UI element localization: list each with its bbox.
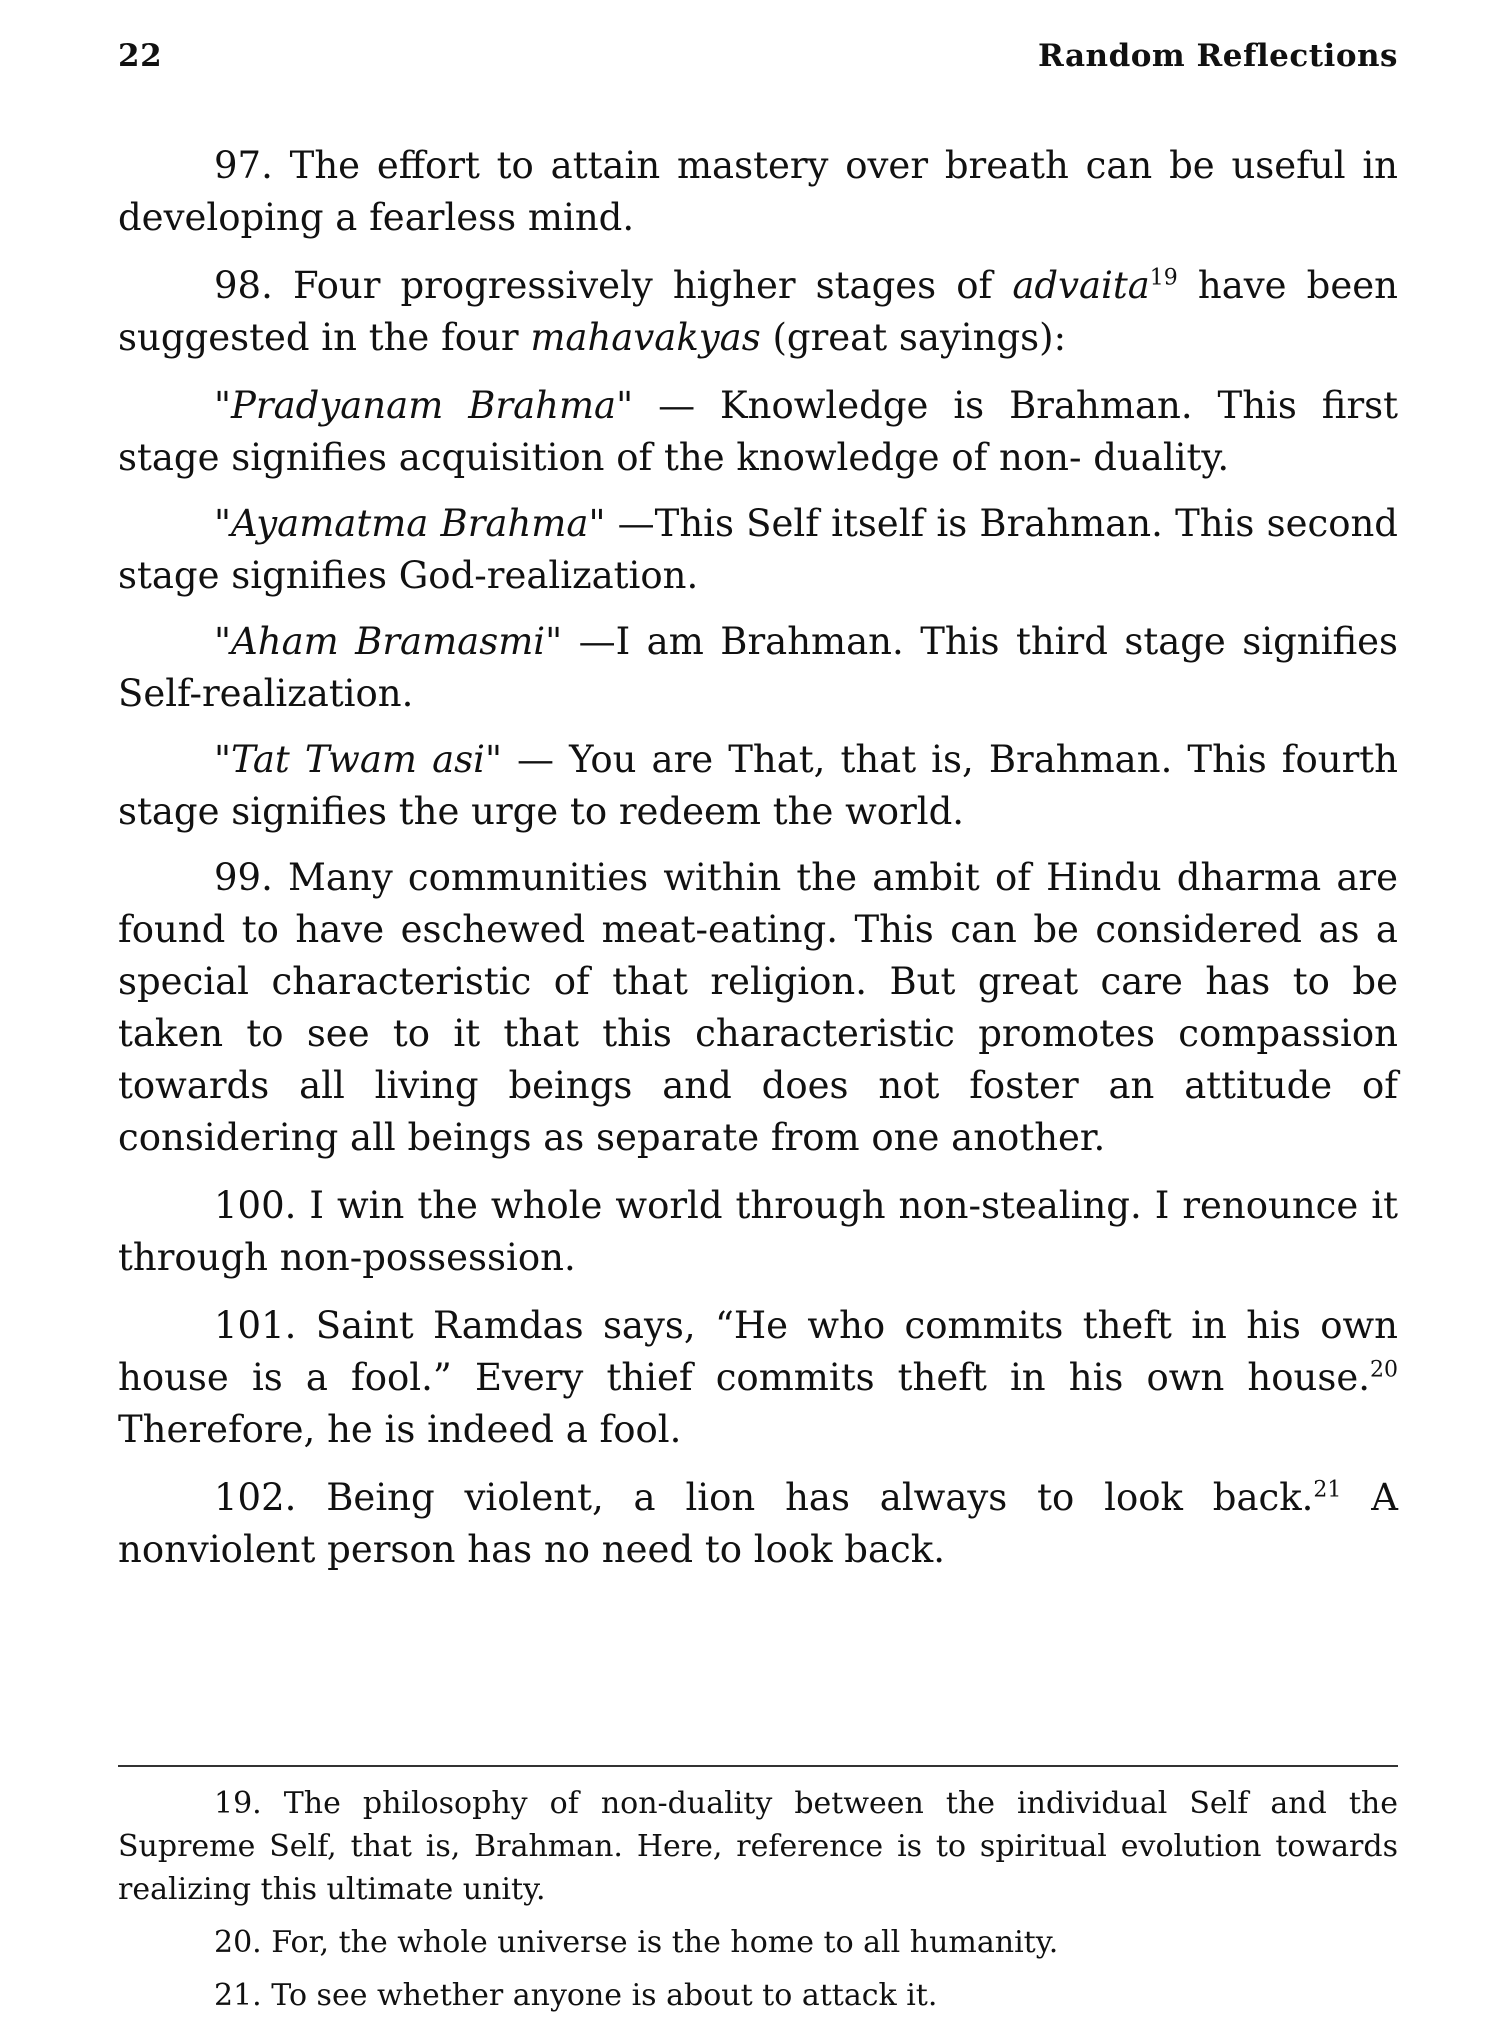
footnote-number: 20. [214,1925,262,1960]
footnote-ref-20: 20 [1370,1357,1398,1383]
mahavakya-text: —I am Brahman. This third stage signifies Self-realization. [118,620,1399,715]
reflection-text: A nonviolent person has no need to look back. [118,1476,1398,1571]
main-text [118,140,1398,1592]
reflection-text: Four progressively higher stages of [292,264,993,307]
reflection-number: 97. [214,144,273,187]
footnote-19 [118,1782,1398,1911]
running-header [118,30,1398,80]
footnote-divider [118,1765,1398,1767]
reflection-number: 100. [214,1184,297,1227]
reflection-number: 99. [214,856,273,899]
term-advaita: advaita [1012,264,1150,307]
reflection-text: Being violent, a lion has always to look back. [326,1476,1314,1519]
footnote-number: 21. [214,1978,262,2013]
footnote-ref-21: 21 [1313,1477,1342,1503]
reflection-text: Therefore, he is indeed a fool. [118,1408,682,1451]
sanskrit-quote: "Tat Twam asi" [214,738,502,781]
term-mahavakyas: mahavakyas [530,316,761,359]
footnote-text: The philosophy of non-duality between the individual Self and the Supreme Self, that is, Brahman. Here, reference is to spiritual evolution towards realizing this ultimate unity. [118,1786,1398,1907]
running-title: Random Reflections [1037,38,1398,74]
reflection-text: (great sayings): [772,316,1067,359]
sanskrit-quote: "Aham Bramasmi" [214,620,563,663]
mahavakya-text: —This Self itself is Brahman. This second stage signifies God-realization. [118,502,1398,597]
footnote-number: 19. [214,1786,262,1821]
reflection-text: Many communities within the ambit of Hindu dharma are found to have eschewed meat-eating. This can be considered as a special characteristic of that religion. But great care has to be taken to see to it that this characteristic promotes compassion towards all living beings and does not foster an attitude of considering all beings as separate from one another. [118,856,1398,1159]
reflection-text: have been suggested in the four [118,264,1398,359]
page-number: 22 [118,38,163,74]
reflection-number: 98. [214,264,273,307]
footnote-text: To see whether anyone is about to attack it. [271,1978,938,2013]
book-page [118,30,1399,2013]
mahavakya-2 [118,498,1398,602]
reflection-98 [118,260,1398,364]
footnote-21 [118,1974,1398,2017]
reflection-101 [118,1300,1398,1456]
footnotes [118,1782,1398,2027]
mahavakya-text: — You are That, that is, Brahman. This fourth stage signifies the urge to redeem the world. [118,738,1398,833]
sanskrit-quote: "Pradyanam Brahma" [214,384,634,427]
reflection-text: I win the whole world through non-stealing. I renounce it through non-possession. [118,1184,1398,1279]
footnote-text: For, the whole universe is the home to all humanity. [271,1925,1059,1960]
mahavakya-1 [118,380,1398,484]
reflection-number: 101. [214,1304,297,1347]
reflection-99 [118,852,1398,1164]
reflection-97 [118,140,1398,244]
mahavakya-4 [118,734,1398,838]
mahavakya-text: — Knowledge is Brahman. This first stage signifies acquisition of the knowledge of non- duality. [118,384,1398,479]
sanskrit-quote: "Ayamatma Brahma" [214,502,606,545]
footnote-ref-19: 19 [1149,265,1178,291]
mahavakya-3 [118,616,1398,720]
reflection-text: Saint Ramdas says, “He who commits theft in his own house is a fool.” Every thief commits theft in his own house. [118,1304,1398,1399]
reflection-100 [118,1180,1398,1284]
reflection-102 [118,1472,1398,1576]
reflection-text: The effort to attain mastery over breath can be useful in developing a fearless mind. [118,144,1398,239]
reflection-number: 102. [214,1476,297,1519]
footnote-20 [118,1921,1398,1964]
